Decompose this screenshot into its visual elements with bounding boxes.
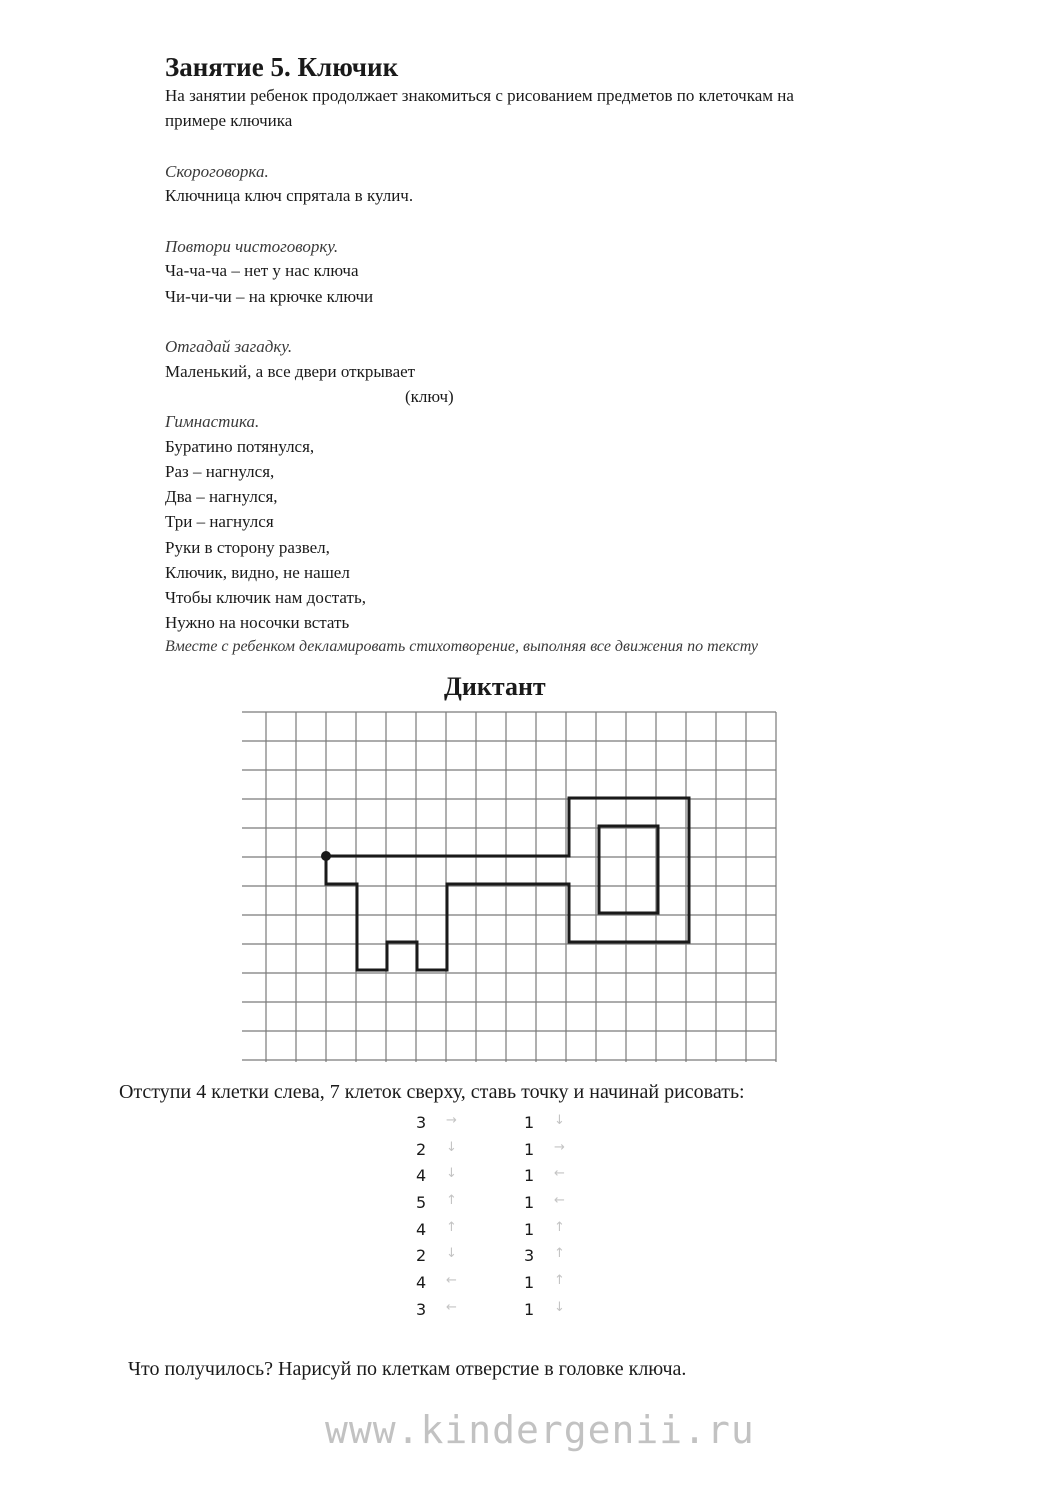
- dictation-step: [413, 1166, 573, 1193]
- dictation-step: [413, 1273, 573, 1300]
- tongue-twister-text: Ключница ключ спрятала в кулич.: [165, 186, 414, 205]
- gymnastics-label: Гимнастика.: [165, 412, 260, 431]
- footer-url: www.kindergenii.ru: [325, 1408, 755, 1452]
- step-arrow-icon: ↓: [554, 1299, 565, 1315]
- gymnastics-line: Чтобы ключик нам достать,: [165, 588, 366, 607]
- step-count: 4: [416, 1273, 427, 1293]
- step-arrow-icon: ↓: [554, 1113, 565, 1128]
- step-count: 1: [524, 1299, 535, 1319]
- step-count: 1: [524, 1113, 535, 1132]
- step-count: 4: [416, 1166, 427, 1186]
- step-count: 1: [524, 1273, 535, 1293]
- step-count: 3: [416, 1113, 427, 1132]
- gymnastics-note: Вместе с ребенком декламировать стихотворение, выполняя все движения по тексту: [165, 638, 758, 655]
- step-arrow-icon: →: [446, 1113, 457, 1128]
- step-count: 5: [416, 1193, 427, 1213]
- step-count: 3: [416, 1299, 427, 1319]
- gymnastics-line: Раз – нагнулся,: [165, 462, 275, 481]
- step-arrow-icon: ←: [554, 1193, 565, 1209]
- dictation-instruction: Отступи 4 клетки слева, 7 клеток сверху, ставь точку и начинай рисовать:: [119, 1081, 745, 1103]
- dictation-step: [413, 1140, 573, 1167]
- gymnastics-line: Два – нагнулся,: [165, 487, 278, 506]
- gymnastics-line: Буратино потянулся,: [165, 437, 315, 456]
- tongue-twister-label: Скороговорка.: [165, 162, 269, 181]
- step-count: 1: [524, 1166, 535, 1186]
- dictation-step: [413, 1113, 573, 1140]
- step-arrow-icon: ↓: [446, 1166, 457, 1182]
- dictation-step: [413, 1193, 573, 1220]
- step-arrow-icon: ↓: [446, 1139, 457, 1155]
- step-arrow-icon: ↑: [446, 1219, 457, 1235]
- dictation-steps: [413, 1113, 573, 1327]
- pure-phrase-line: Ча-ча-ча – нет у нас ключа: [165, 261, 359, 280]
- step-count: 2: [416, 1139, 427, 1159]
- gymnastics-line: Три – нагнулся: [165, 512, 274, 531]
- step-count: 1: [524, 1219, 535, 1239]
- gymnastics-line: Ключик, видно, не нашел: [165, 563, 350, 582]
- step-count: 1: [524, 1193, 535, 1213]
- riddle-text: Маленький, а все двери открывает: [165, 362, 416, 381]
- riddle-label: Отгадай загадку.: [165, 337, 293, 356]
- dictation-step: [413, 1300, 573, 1327]
- lesson-title: Занятие 5. Ключик: [165, 52, 399, 82]
- step-arrow-icon: ↑: [554, 1219, 565, 1235]
- dictation-step: [413, 1220, 573, 1247]
- intro-line-2: примере ключика: [165, 111, 293, 130]
- gymnastics-line: Нужно на носочки встать: [165, 613, 350, 632]
- pure-phrase-label: Повтори чистоговорку.: [165, 237, 339, 256]
- start-point: [321, 851, 331, 861]
- step-count: 1: [524, 1139, 535, 1159]
- step-arrow-icon: ↓: [446, 1246, 457, 1262]
- step-count: 4: [416, 1219, 427, 1239]
- step-arrow-icon: ↑: [554, 1273, 565, 1289]
- key-hole: [599, 826, 658, 913]
- step-arrow-icon: ↑: [446, 1193, 457, 1209]
- step-arrow-icon: ↑: [554, 1246, 565, 1262]
- dictation-question: Что получилось? Нарисуй по клеткам отверстие в головке ключа.: [128, 1358, 687, 1380]
- dictation-title: Диктант: [444, 672, 546, 701]
- riddle-answer: (ключ): [405, 387, 454, 406]
- gymnastics-line: Руки в сторону развел,: [165, 538, 330, 557]
- step-arrow-icon: →: [554, 1139, 565, 1155]
- pure-phrase-line: Чи-чи-чи – на крючке ключи: [165, 287, 374, 306]
- step-arrow-icon: ←: [446, 1299, 457, 1315]
- dictation-step: [413, 1246, 573, 1273]
- step-arrow-icon: ←: [446, 1273, 457, 1289]
- intro-line-1: На занятии ребенок продолжает знакомиться с рисованием предметов по клеточкам на: [165, 86, 794, 105]
- step-count: 3: [524, 1246, 535, 1266]
- step-arrow-icon: ←: [554, 1166, 565, 1182]
- step-count: 2: [416, 1246, 427, 1266]
